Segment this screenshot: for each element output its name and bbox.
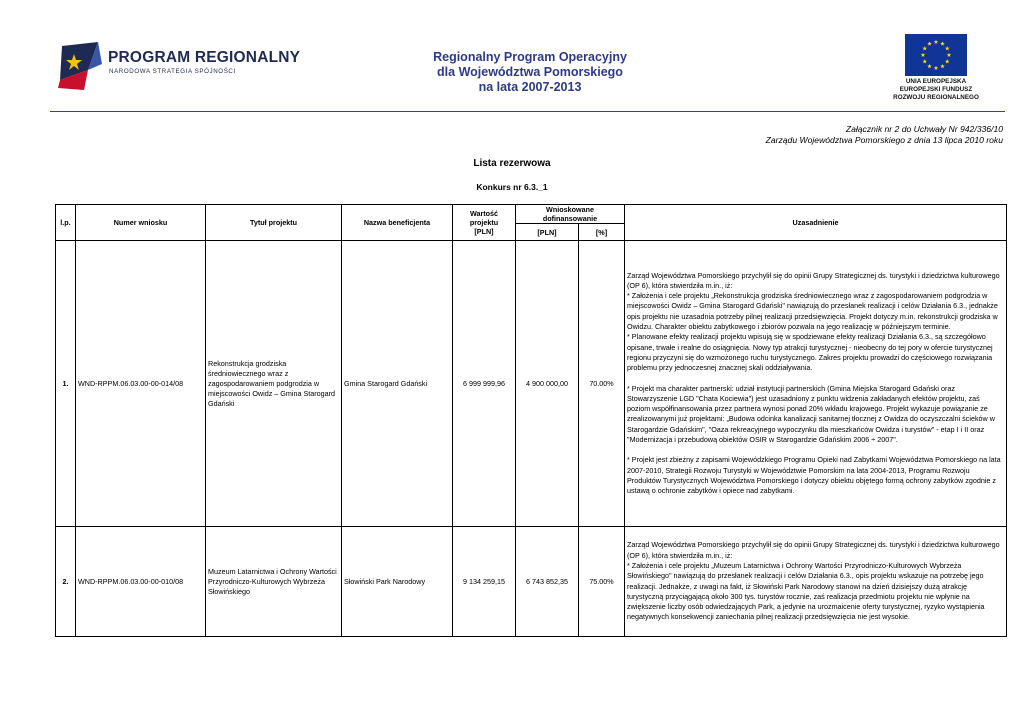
header-lp: l.p. bbox=[56, 205, 76, 241]
header-pct: [%] bbox=[579, 224, 625, 241]
title-line-3: na lata 2007-2013 bbox=[478, 80, 582, 94]
eu-text-line-3: ROZWOJU REGIONALNEGO bbox=[893, 94, 979, 101]
header-value-line-2: [PLN] bbox=[474, 227, 494, 236]
table-row bbox=[56, 241, 1007, 527]
table-row bbox=[56, 527, 1007, 637]
justification-paragraph: * Założenia i cele projektu „Muzeum Latarnictwa i Ochrony Wartości Przyrodniczo-Kulturowych Wybrzeża Słowińskiego" nawiązują do przesłanek realizacji i celów Działania 6.3., opis projektu wskazuje na potrzebę jego realizacji. Jednakże, z uwagi na fakt, iż Słowiński Park Narodowy stanowi na dzień dzisiejszy dużą atrakcję turystyczną przyciągającą około 300 tys. turystów rocznie, zaś realizacja przedmiotu projektu nie wpłynie na zwiększenie liczby osób odwiedzających Park, a jedynie na urozmaicenie oferty turystycznej, ryzyko wystąpienia negatywnych konsekwencji zaniechania pilnej realizacji przedsięwzięcia nie jest wysokie. bbox=[627, 560, 985, 622]
header-justification: Uzasadnienie bbox=[625, 205, 1007, 241]
header-value bbox=[453, 205, 516, 241]
table-header-row bbox=[56, 205, 1007, 224]
justification-paragraph: Zarząd Województwa Pomorskiego przychylił się do opinii Grupy Strategicznej ds. turystyki i dziedzictwa kulturowego (OP 6), która stwierdziła m.in., iż: bbox=[627, 540, 1000, 560]
reserve-list-table bbox=[55, 204, 1007, 637]
document-title: Lista rezerwowa bbox=[473, 158, 551, 169]
row-title: Muzeum Latarnictwa i Ochrony Wartości Przyrodniczo-Kulturowych Wybrzeża Słowińskiego bbox=[206, 527, 342, 637]
eu-text-line-1: UNIA EUROPEJSKA bbox=[905, 78, 967, 85]
program-name: PROGRAM REGIONALNY bbox=[108, 49, 301, 66]
row-percent: 75.00% bbox=[579, 527, 625, 637]
contest-number: Konkurs nr 6.3._1 bbox=[476, 182, 548, 192]
annex-line-2: Zarządu Województwa Pomorskiego z dnia 13 lipca 2010 roku bbox=[765, 135, 1003, 145]
justification-paragraph: Zarząd Województwa Pomorskiego przychylił się do opinii Grupy Strategicznej ds. turystyki i dziedzictwa kulturowego (OP 6), która stwierdziła m.in., iż: bbox=[627, 270, 1000, 290]
header-number: Numer wniosku bbox=[76, 205, 206, 241]
header-pln: [PLN] bbox=[516, 224, 579, 241]
justification-paragraph: * Projekt jest zbieżny z zapisami Wojewódzkiego Programu Opieki nad Zabytkami Województwa Pomorskiego na lata 2007-2010, Strategii Rozwoju Turystyki w Województwie Pomorskim na lata 2004-2013, Programu Rozwoju Produktów Turystycznych Województwa Pomorskiego i dotyczy obiektu objętego formą ochrony zabytków zgodnie z ustawą o ochronie zabytków i opiece nad zabytkami. bbox=[627, 455, 1001, 496]
row-number: WND-RPPM.06.03.00-00-010/08 bbox=[76, 527, 206, 637]
justification-paragraph: * Projekt ma charakter partnerski: udział instytucji partnerskich (Gmina Miejska Starogard Gdański oraz Stowarzyszenie LGD "Chata Kociewia") jest uzasadniony z punktu widzenia zakładanych efektów projektu, zaś poziom współfinansowania przez partnera wynosi ponad 20% wkładu krajowego. Projekt wykazuje powiązanie ze zrealizowanymi już projektami: „Budowa odcinka kanalizacji sanitarnej tłocznej z Owidza do oczyszczalni ścieków w Starogardzie Gdańskim", "Oaza rekreacyjnego wypoczynku dla mieszkańców Owidza i turystów" - etap I i II oraz "Modernizacja i przebudową obiektów OSIR w Starogardzie Gdańskim 2006 ÷ 2007". bbox=[627, 383, 995, 444]
header-divider bbox=[50, 111, 1005, 112]
eu-logo bbox=[890, 34, 982, 102]
program-subtitle: NARODOWA STRATEGIA SPÓJNOŚCI bbox=[109, 68, 236, 75]
row-requested: 4 900 000,00 bbox=[516, 241, 579, 527]
row-percent: 70.00% bbox=[579, 241, 625, 527]
row-beneficiary: Słowiński Park Narodowy bbox=[342, 527, 453, 637]
row-value: 9 134 259,15 bbox=[453, 527, 516, 637]
justification-paragraph: * Planowane efekty realizacji projektu wpisują się w spodziewane efekty realizacji Działania 6.3., są szczegółowo opisane, trwałe i realne do osiągnięcia. Nowy typ atrakcji turystycznej - nieobecny do tej pory w ofercie turystycznej regionu przyczyni się do wzmożonego ruchu turystycznego. Zakres projektu prowadzi do częściowego rozwiązania problemu przy jednoczesnej znacznej skali oddziaływania. bbox=[627, 332, 993, 373]
row-lp: 2. bbox=[56, 527, 76, 637]
header-title: Tytuł projektu bbox=[206, 205, 342, 241]
page-title bbox=[380, 50, 680, 95]
justification-paragraph: * Założenia i cele projektu „Rekonstrukcja grodziska średniowiecznego wraz z zagospodarowaniem podgrodzia w miejscowości Owidz – Gmina Starogard Gdański" nawiązują do przesłanek realizacji i celów Działania 6.3., jednakże opis projektu nie uzasadnia potrzeby pilnej realizacji przedsięwzięcia. Projekt dotyczy m.in. rekonstrukcji grodziska w Owidzu. Charakter obiektu zabytkowego i zbiorów pozwala na jego realizację w późniejszym terminie. bbox=[627, 291, 998, 332]
title-line-2: dla Województwa Pomorskiego bbox=[437, 65, 623, 79]
program-regionalny-logo bbox=[58, 40, 301, 92]
row-lp: 1. bbox=[56, 241, 76, 527]
row-justification bbox=[625, 241, 1007, 527]
header-value-line-1: Wartość projektu bbox=[469, 209, 499, 227]
eu-flag-icon bbox=[905, 34, 967, 76]
annex-line-1: Załącznik nr 2 do Uchwały Nr 942/336/10 bbox=[845, 124, 1003, 134]
row-value: 6 999 999,96 bbox=[453, 241, 516, 527]
row-title: Rekonstrukcja grodziska średniowiecznego wraz z zagospodarowaniem podgrodzia w miejscowości Owidz – Gmina Starogard Gdański bbox=[206, 241, 342, 527]
annex-reference bbox=[766, 124, 1003, 146]
row-justification bbox=[625, 527, 1007, 637]
row-number: WND-RPPM.06.03.00-00-014/08 bbox=[76, 241, 206, 527]
logo-mark-icon bbox=[58, 40, 104, 92]
header-requested: Wnioskowane dofinansowanie bbox=[516, 205, 625, 224]
eu-text-line-2: EUROPEJSKI FUNDUSZ bbox=[899, 86, 973, 93]
row-requested: 6 743 852,35 bbox=[516, 527, 579, 637]
header-beneficiary: Nazwa beneficjenta bbox=[342, 205, 453, 241]
title-line-1: Regionalny Program Operacyjny bbox=[433, 50, 627, 64]
row-beneficiary: Gmina Starogard Gdański bbox=[342, 241, 453, 527]
